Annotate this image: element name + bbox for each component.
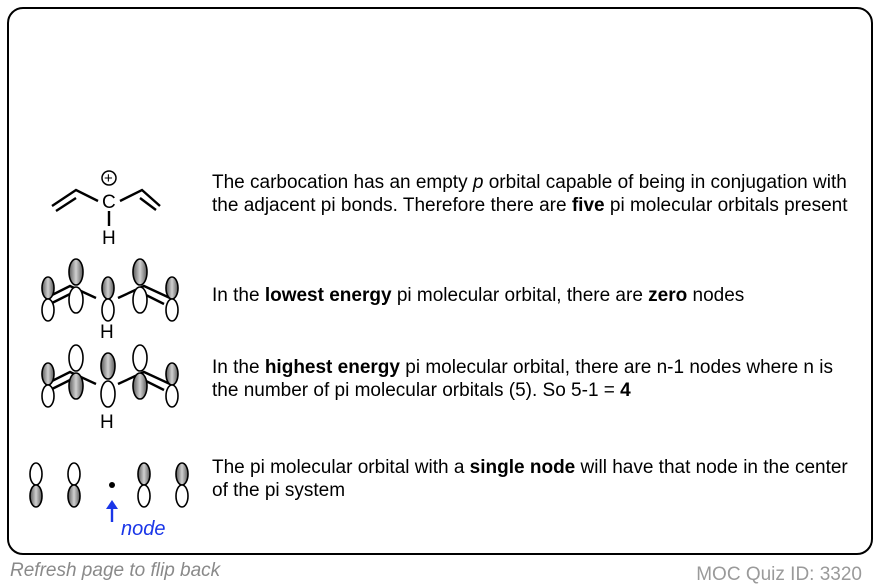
row-3-text <box>212 356 862 402</box>
up-arrow-icon <box>106 500 118 522</box>
text-segment: p <box>472 172 484 193</box>
charge-sign: + <box>104 170 113 187</box>
row-2-text <box>212 284 862 307</box>
text-segment: In the <box>212 285 265 306</box>
text-segment: pi molecular orbital, there are <box>391 285 649 306</box>
quiz-id: MOC Quiz ID: 3320 <box>696 564 862 585</box>
row-4-text <box>212 456 862 502</box>
node-label: node <box>121 518 166 540</box>
text-segment: highest energy <box>264 357 400 378</box>
row-1-text <box>212 171 862 217</box>
text-segment: pi molecular orbital, there are n-1 nodes where n is the number of pi molecular orbitals (5). So 5-1 = <box>212 357 833 401</box>
text-segment: orbital capable of being in conjugation with the adjacent pi bonds. Therefore there are <box>212 172 847 216</box>
hydrogen-atom: H <box>102 228 116 248</box>
node-dot <box>109 482 115 488</box>
text-segment: nodes <box>687 285 745 306</box>
text-segment: 4 <box>620 380 631 401</box>
lowest-energy-orbital-diagram <box>36 258 186 342</box>
carbon-atom: C <box>102 192 116 213</box>
text-segment: zero <box>648 285 688 306</box>
text-segment: will have that node in the center of the pi system <box>212 457 848 501</box>
highest-energy-orbital-diagram <box>36 344 186 434</box>
text-segment: pi molecular orbitals present <box>604 195 848 216</box>
refresh-hint[interactable]: Refresh page to flip back <box>10 560 221 581</box>
hydrogen-atom: H <box>100 412 114 433</box>
text-segment: In the <box>212 357 265 378</box>
text-segment: The pi molecular orbital with a <box>212 457 470 478</box>
single-node-orbital-diagram <box>24 460 204 522</box>
hydrogen-atom: H <box>100 322 114 342</box>
carbocation-structure <box>44 168 164 248</box>
text-segment: single node <box>469 457 576 478</box>
text-segment: five <box>571 195 605 216</box>
text-segment: The carbocation has an empty <box>212 172 473 193</box>
text-segment: lowest energy <box>264 285 392 306</box>
